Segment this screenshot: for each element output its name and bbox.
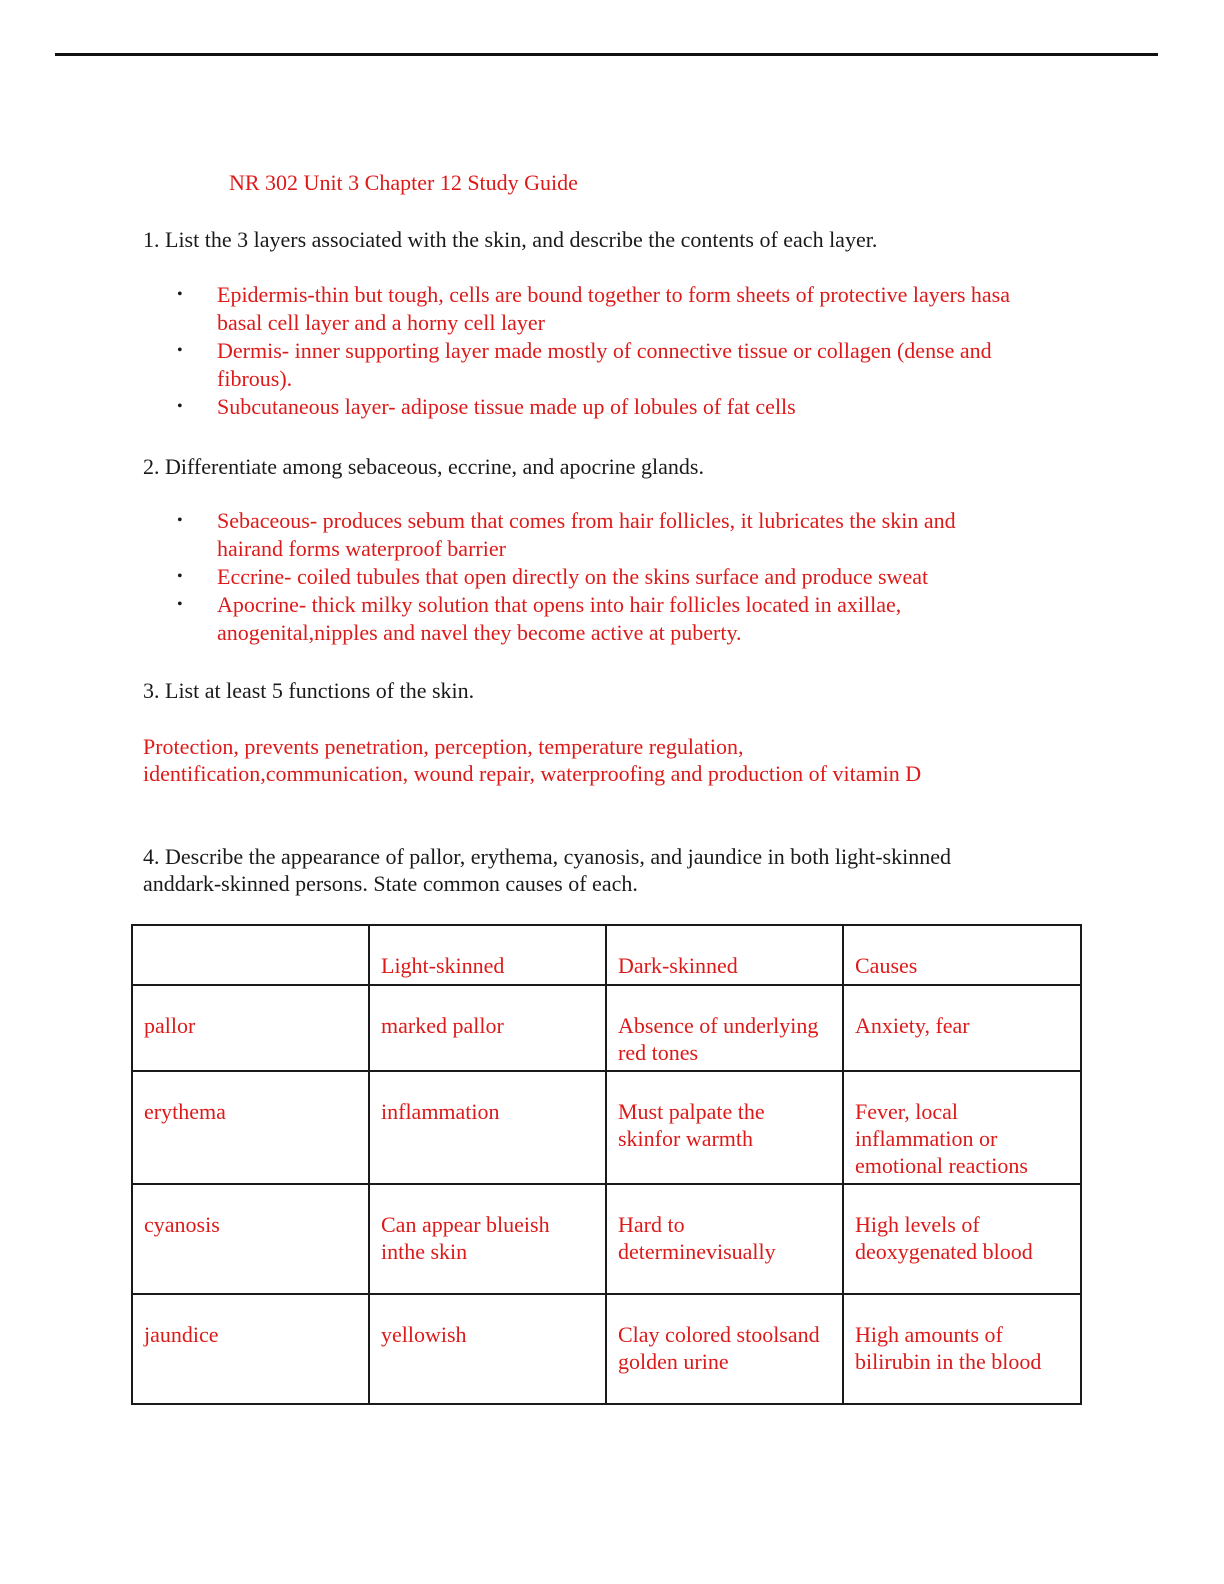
- table-header-cell: Dark-skinned: [606, 925, 843, 985]
- bullet-icon: •: [177, 286, 183, 303]
- table-cell: Clay colored stoolsand golden urine: [606, 1294, 843, 1404]
- table-cell: Anxiety, fear: [843, 985, 1081, 1071]
- list-item: • Eccrine- coiled tubules that open directly on the skins surface and produce sweat: [177, 564, 929, 589]
- header-rule: [55, 53, 1158, 56]
- table-cell: jaundice: [132, 1294, 369, 1404]
- bullet-icon: •: [177, 342, 183, 359]
- table-cell: cyanosis: [132, 1184, 369, 1294]
- table-cell: High amounts of bilirubin in the blood: [843, 1294, 1081, 1404]
- table-cell: High levels of deoxygenated blood: [843, 1184, 1081, 1294]
- table-row: [132, 1294, 1081, 1404]
- question-1-prompt: 1. List the 3 layers associated with the skin, and describe the contents of each layer.: [143, 227, 878, 252]
- table-cell: erythema: [132, 1071, 369, 1184]
- bullet-icon: •: [177, 398, 183, 415]
- table-cell: Must palpate the skinfor warmth: [606, 1071, 843, 1184]
- skin-color-table: [131, 924, 1082, 1405]
- table-cell: Can appear blueish inthe skin: [369, 1184, 606, 1294]
- table-cell: Fever, local inflammation or emotional reactions: [843, 1071, 1081, 1184]
- table-cell: pallor: [132, 985, 369, 1071]
- table-cell: inflammation: [369, 1071, 606, 1184]
- table-cell: Hard to determinevisually: [606, 1184, 843, 1294]
- list-item: • Dermis- inner supporting layer made mostly of connective tissue or collagen (dense and fibrous).: [177, 338, 992, 391]
- table-header-cell: Light-skinned: [369, 925, 606, 985]
- question-3-prompt: 3. List at least 5 functions of the skin.: [143, 678, 475, 703]
- document-title: NR 302 Unit 3 Chapter 12 Study Guide: [229, 170, 578, 195]
- question-3-answer: Protection, prevents penetration, perception, temperature regulation, identification,communication, wound repair, waterproofing and production of vitamin D: [143, 734, 922, 786]
- list-item: • Sebaceous- produces sebum that comes from hair follicles, it lubricates the skin and hairand forms waterproof barrier: [177, 508, 956, 561]
- question-2-prompt: 2. Differentiate among sebaceous, eccrine, and apocrine glands.: [143, 454, 704, 479]
- question-1-answers: [175, 281, 1055, 421]
- table-row: [132, 1071, 1081, 1184]
- bullet-icon: •: [177, 512, 183, 529]
- question-2-answers: [175, 507, 1055, 647]
- list-item: • Subcutaneous layer- adipose tissue made up of lobules of fat cells: [177, 394, 796, 419]
- table-header-row: [132, 925, 1081, 985]
- table-header-cell: [132, 925, 369, 985]
- list-item: • Apocrine- thick milky solution that opens into hair follicles located in axillae, anogenital,nipples and navel they become active at puberty.: [177, 592, 902, 645]
- list-item: • Epidermis-thin but tough, cells are bound together to form sheets of protective layers hasa basal cell layer and a horny cell layer: [177, 282, 1010, 335]
- question-4-prompt: 4. Describe the appearance of pallor, erythema, cyanosis, and jaundice in both light-skinned anddark-skinned persons. State common causes of each.: [143, 844, 951, 896]
- table-cell: marked pallor: [369, 985, 606, 1071]
- bullet-icon: •: [177, 568, 183, 585]
- table-header-cell: Causes: [843, 925, 1081, 985]
- bullet-icon: •: [177, 596, 183, 613]
- table-row: [132, 1184, 1081, 1294]
- table-cell: Absence of underlying red tones: [606, 985, 843, 1071]
- table-cell: yellowish: [369, 1294, 606, 1404]
- table-row: [132, 985, 1081, 1071]
